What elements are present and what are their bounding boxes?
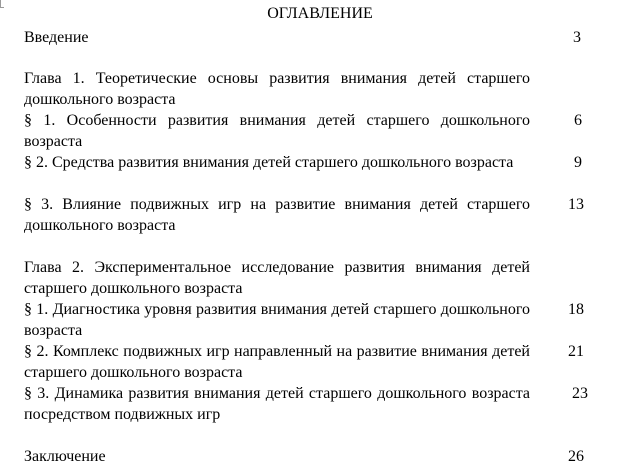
toc-chapter-2-title: Глава 2. Экспериментальное исследование развития внимания детей старшего дошкольного возраста xyxy=(24,259,530,297)
toc-entry-label: § 3. Влияние подвижных игр на развитие внимания детей старшего дошкольного возраста xyxy=(24,196,530,234)
toc-entry-label: Заключение xyxy=(24,448,106,465)
toc-entry-page: 9 xyxy=(574,154,582,171)
toc-entry-page: 3 xyxy=(573,29,581,46)
toc-entry-label: § 1. Диагностика уровня развития внимания детей старшего дошкольного возраста xyxy=(24,301,530,339)
toc-entry-label: § 1. Особенности развития внимания детей старшего дошкольного возраста xyxy=(24,112,530,150)
toc-entry-page: 21 xyxy=(568,343,584,360)
toc-entry-label: § 2. Средства развития внимания детей старшего дошкольного возраста xyxy=(24,154,514,171)
toc-entry-page: 23 xyxy=(572,385,588,402)
toc-entry-label: § 3. Динамика развития внимания детей старшего дошкольного возраста посредством подвижных игр xyxy=(24,385,530,423)
toc-entry-page: 6 xyxy=(574,112,582,129)
toc-title: ОГЛАВЛЕНИЕ xyxy=(267,5,373,22)
toc-entry-page: 13 xyxy=(568,196,584,213)
toc-entry-page: 26 xyxy=(568,448,584,465)
toc-entry-page: 18 xyxy=(568,301,584,318)
toc-chapter-1-title: Глава 1. Теоретические основы развития внимания детей старшего дошкольного возраста xyxy=(24,70,530,108)
toc-entry-label: § 2. Комплекс подвижных игр направленный на развитие внимания детей старшего дошкольного возраста xyxy=(24,343,530,381)
toc-entry-label: Введение xyxy=(24,29,89,46)
